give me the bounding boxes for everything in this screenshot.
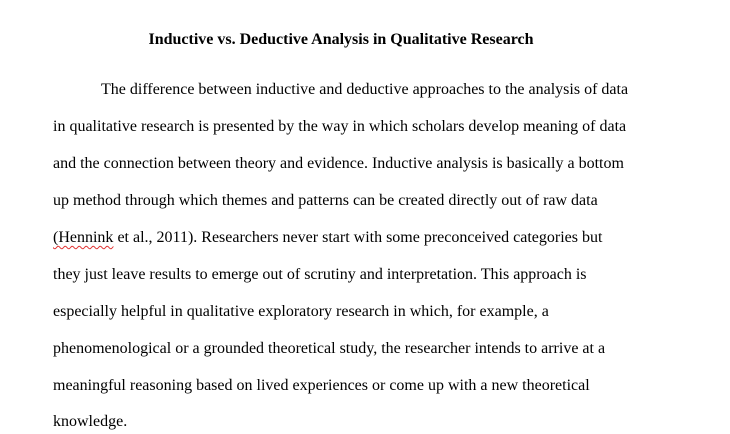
misspelled-word[interactable]: (Hennink xyxy=(53,229,114,246)
paragraph-line-9: meaningful reasoning based on lived experiences or come up with a new theoretical xyxy=(53,377,590,394)
paragraph-line-1: The difference between inductive and deductive approaches to the analysis of data xyxy=(101,81,629,98)
paragraph-line-8: phenomenological or a grounded theoretical study, the researcher intends to arrive at a xyxy=(53,340,606,357)
paragraph-line-4: up method through which themes and patterns can be created directly out of raw data xyxy=(53,192,598,209)
paragraph-line-2: in qualitative research is presented by the way in which scholars develop meaning of data xyxy=(53,118,627,135)
paragraph-line-10: knowledge. xyxy=(53,413,128,430)
document-title: Inductive vs. Deductive Analysis in Qualitative Research xyxy=(148,31,534,48)
line-text: et al., 2011). Researchers never start with some preconceived categories but xyxy=(113,229,603,246)
paragraph-line-5 xyxy=(53,227,602,249)
paragraph-line-6: they just leave results to emerge out of scrutiny and interpretation. This approach is xyxy=(53,266,587,283)
paragraph-line-3: and the connection between theory and evidence. Inductive analysis is basically a bottom xyxy=(53,155,624,172)
paragraph-line-7: especially helpful in qualitative exploratory research in which, for example, a xyxy=(53,303,549,320)
